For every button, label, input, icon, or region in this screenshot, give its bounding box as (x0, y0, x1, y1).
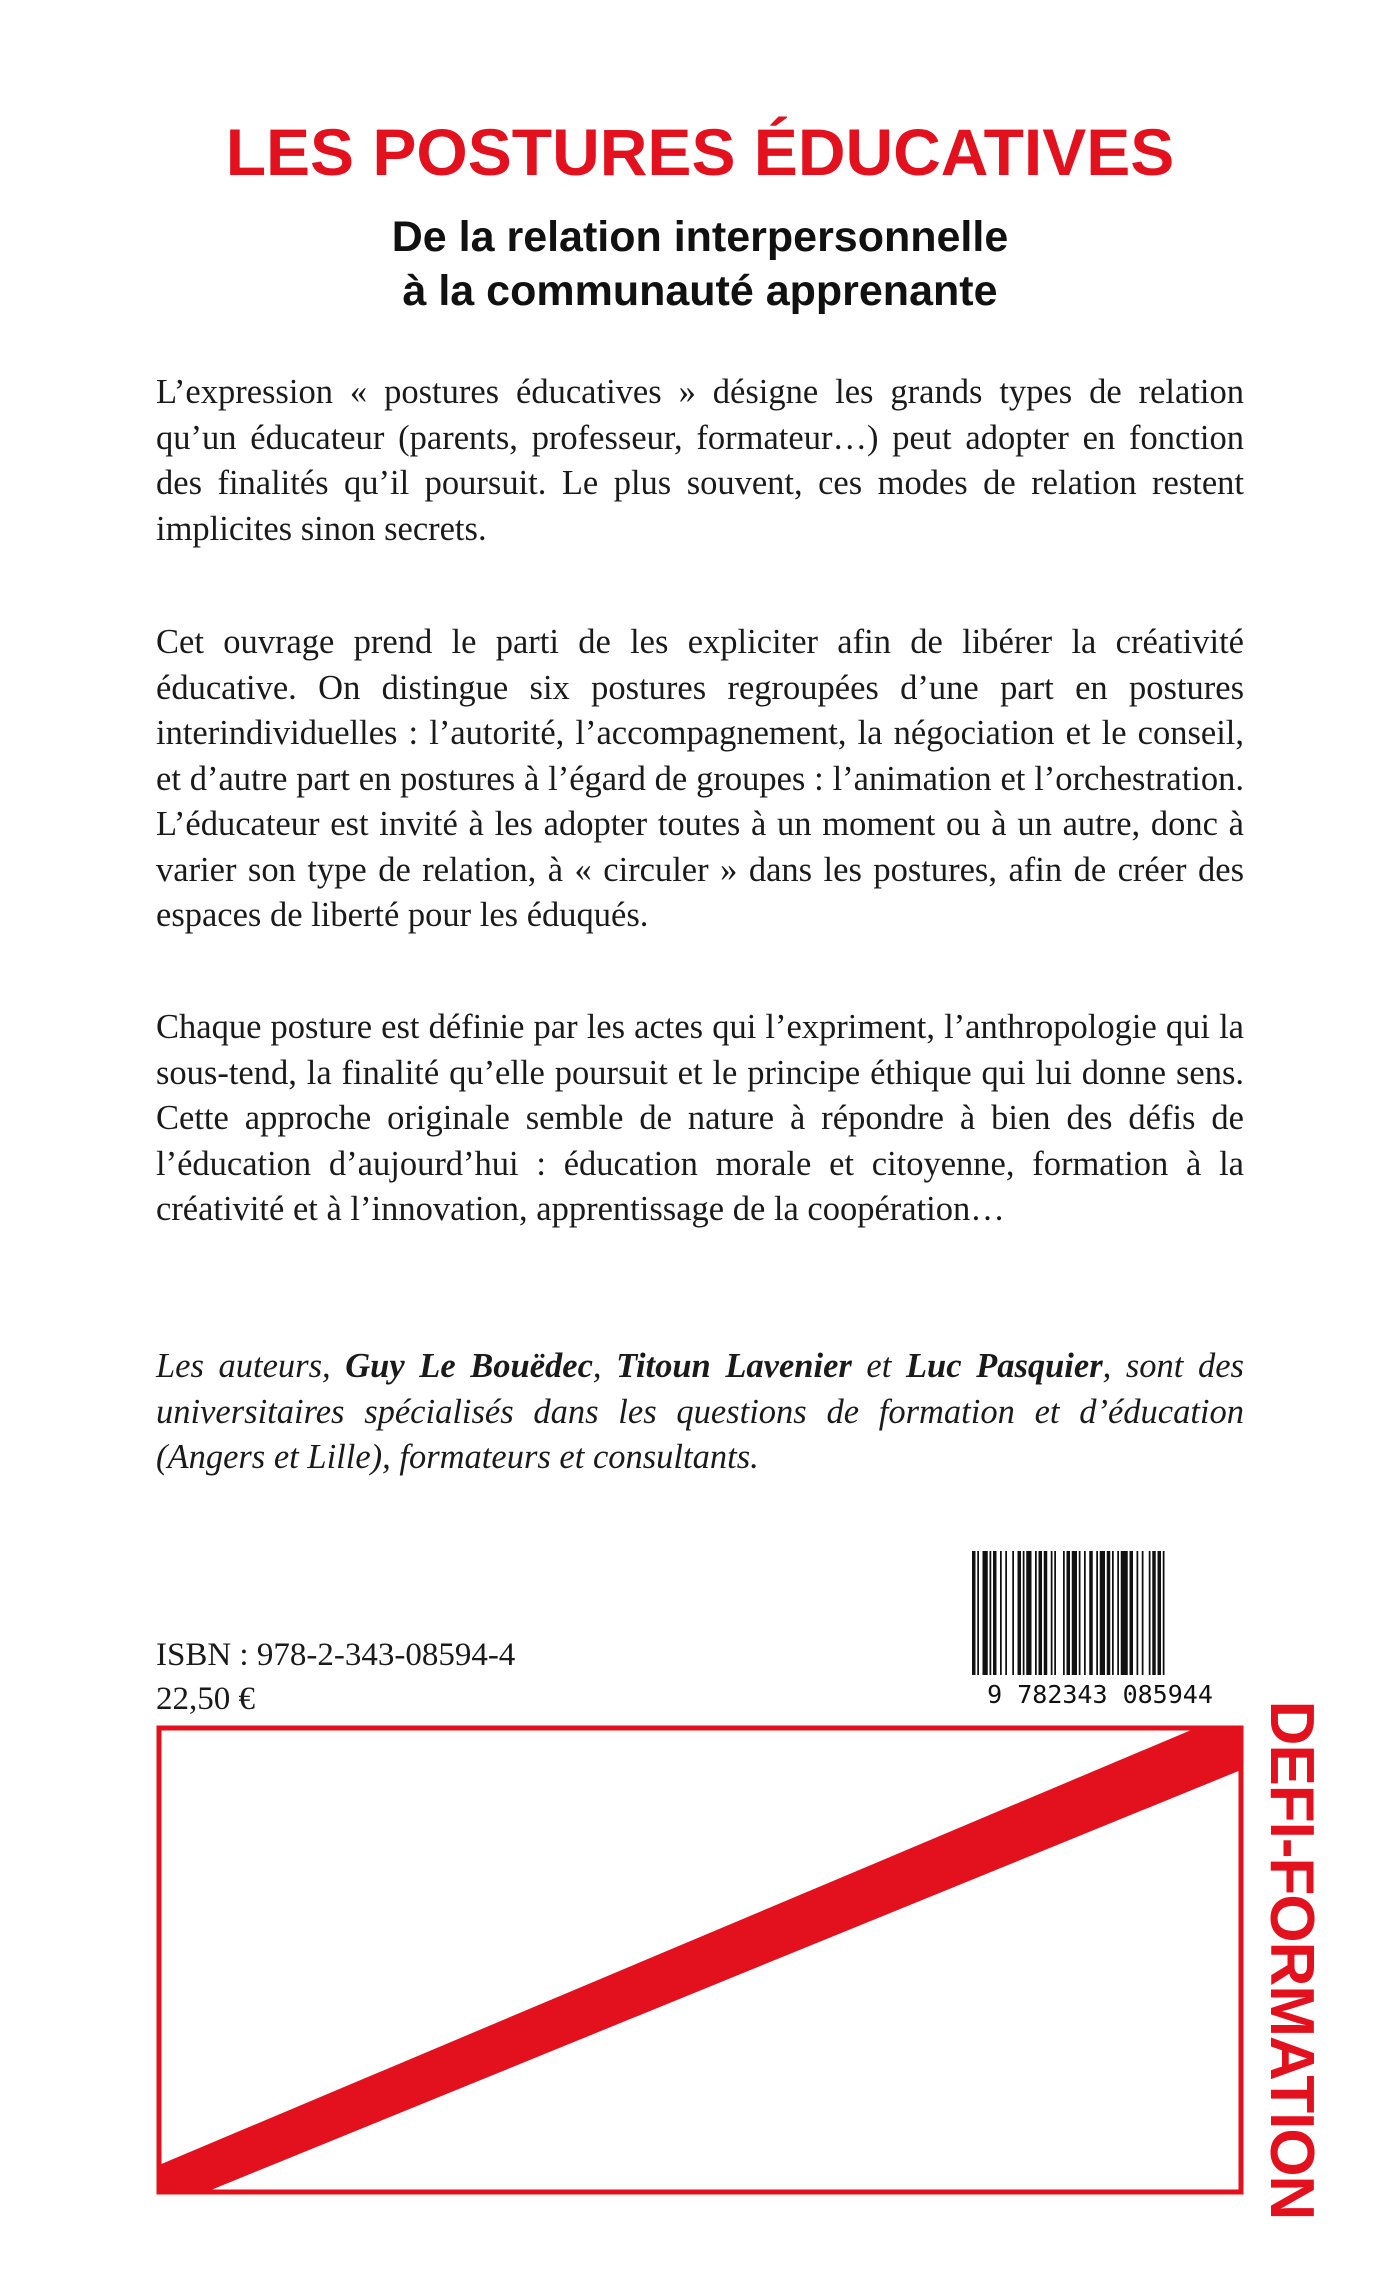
blurb-paragraph-2: Cet ouvrage prend le parti de les expliciter afin de libérer la créativité éducative. On distingue six postures regroupées d’une part en postures interindividuelles : l’autorité, l’accompagnement, la négociation et le conseil, et d’autre part en postures à l’égard de groupes : l’animation et l’orchestration. L’éducateur est invité à les adopter toutes à un moment ou à un autre, donc à varier son type de relation, à « circuler » dans les postures, afin de créer des espaces de liberté pour les éduqués. (156, 623, 1244, 934)
barcode-bar (1084, 1551, 1086, 1675)
barcode-bar (1089, 1551, 1093, 1675)
barcode-bar (990, 1551, 992, 1675)
barcode-bar (1079, 1551, 1081, 1675)
barcode-bar (1026, 1551, 1031, 1675)
barcode-bar (1142, 1551, 1144, 1675)
barcode-bar (977, 1551, 979, 1675)
barcode-bar (1100, 1551, 1105, 1675)
barcode-bar (1096, 1551, 1098, 1675)
barcode-bar (972, 1551, 976, 1675)
barcode-bar (1130, 1551, 1134, 1675)
authors-note (156, 1344, 1244, 1481)
frame-diagonal-stripe (159, 1728, 1241, 2192)
series-frame (156, 1725, 1244, 2195)
author-name-2: Titoun Lavenier (616, 1347, 852, 1385)
barcode-bar (1158, 1551, 1162, 1675)
barcode-bar (1035, 1551, 1037, 1675)
author-name-3: Luc Pasquier (905, 1347, 1103, 1385)
barcode (958, 1543, 1242, 1708)
book-title: LES POSTURES ÉDUCATIVES (225, 115, 1175, 189)
barcode-bar (1000, 1551, 1002, 1675)
authors-separator-1: , (592, 1347, 617, 1385)
barcode-bar (1044, 1551, 1048, 1675)
blurb-paragraph-3: Chaque posture est définie par les actes qui l’expriment, l’anthropologie qui la sous-tend, la finalité qu’elle poursuit et le principe éthique qui lui donne sens. Cette approche originale semble de nature à répondre à bien des défis de l’éducation d’aujourd’hui : éducation morale et citoyenne, formation à la créativité et à l’innovation, apprentissage de la coopération… (156, 1008, 1244, 1228)
barcode-bar (1121, 1551, 1128, 1675)
price: 22,50 € (156, 1681, 255, 1717)
barcode-number: 9 782343 085944 (987, 1680, 1213, 1708)
barcode-bar (1023, 1551, 1025, 1675)
barcode-bar (1117, 1551, 1119, 1675)
barcode-bar (1149, 1551, 1151, 1675)
authors-description: , sont des universitaires spécialisés dans les questions de formation et d’éducation (Angers et Lille), formateurs et consultants. (156, 1347, 1244, 1476)
authors-separator-2: et (851, 1347, 906, 1385)
book-subtitle (0, 210, 1400, 318)
barcode-bar (1054, 1551, 1056, 1675)
barcode-bar (1051, 1551, 1053, 1675)
barcode-bar (1152, 1551, 1156, 1675)
barcode-bar (1005, 1551, 1007, 1675)
author-name-1: Guy Le Bouëdec (345, 1347, 593, 1385)
blurb-paragraph-1: L’expression « postures éducatives » désigne les grands types de relation qu’un éducateur (parents, professeur, formateur…) peut adopter en fonction des finalités qu’il poursuit. Le plus souvent, ces modes de relation restent implicites sinon secrets. (156, 373, 1244, 548)
barcode-bar (1107, 1551, 1111, 1675)
barcode-bar (993, 1551, 997, 1675)
barcode-bar (1072, 1551, 1077, 1675)
barcode-bar (1012, 1551, 1014, 1675)
barcode-bar (1137, 1551, 1139, 1675)
isbn-number: ISBN : 978-2-343-08594-4 (156, 1637, 516, 1673)
barcode-bar (1018, 1551, 1022, 1675)
barcode-bar (1112, 1551, 1114, 1675)
series-name: DEFI-FORMATION (1257, 1700, 1326, 2220)
barcode-bar (1063, 1551, 1065, 1675)
series-label (1256, 1700, 1326, 2220)
barcode-bar (1039, 1551, 1043, 1675)
isbn-block (156, 1633, 515, 1721)
subtitle-line-1: De la relation interpersonnelle (391, 213, 1009, 261)
subtitle-line-2: à la communauté apprenante (402, 267, 998, 315)
barcode-bar (1163, 1551, 1165, 1675)
barcode-bar (983, 1551, 988, 1675)
barcode-bar (1067, 1551, 1071, 1675)
authors-intro: Les auteurs, (156, 1347, 346, 1385)
